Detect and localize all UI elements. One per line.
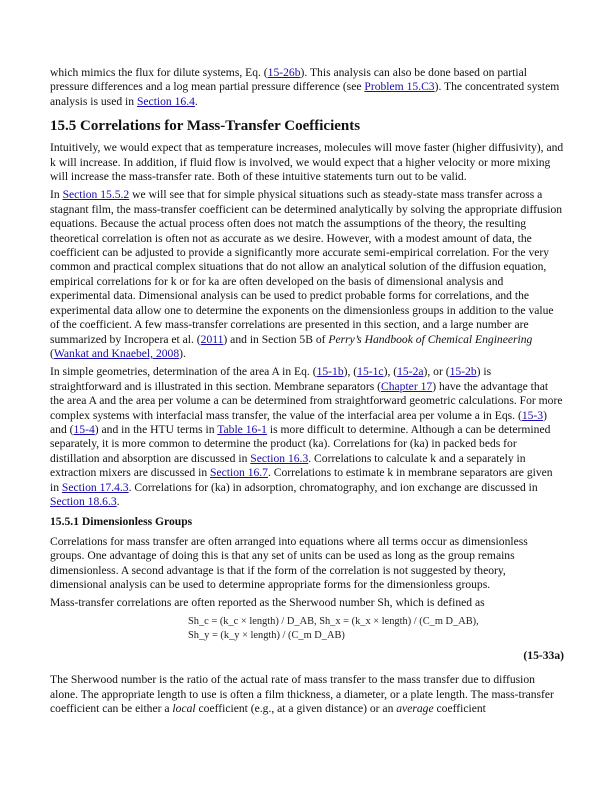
- paragraph-sherwood-ratio: The Sherwood number is the ratio of the actual rate of mass transfer to the mass transfer due to diffusion alone. The appropriate length to use is often a film thickness, a diameter, or a plate length. The mass-transfer coefficient can be either a local coefficient (e.g., at a given distance) or an average coefficient: [50, 673, 554, 716]
- link-section-18-6-3[interactable]: Section 18.6.3: [50, 494, 117, 508]
- link-section-16-4[interactable]: Section 16.4: [136, 94, 195, 108]
- equation-line-1: Sh_c = (k_c × length) / D_AB, Sh_x = (k_x × length) / (C_m D_AB),: [188, 615, 479, 627]
- document-page: [50, 66, 564, 720]
- link-section-16-7[interactable]: Section 16.7: [210, 466, 268, 480]
- link-eq-15-2b[interactable]: 15-2b: [449, 365, 477, 379]
- section-heading: 15.5 Correlations for Mass-Transfer Coefficients: [50, 118, 361, 135]
- link-wankat-knaebel-2008[interactable]: Wankat and Knaebel, 2008: [53, 346, 180, 360]
- equation-number: (15-33a): [523, 648, 564, 662]
- link-section-17-4-3[interactable]: Section 17.4.3: [61, 480, 129, 494]
- link-eq-15-4[interactable]: 15-4: [73, 422, 95, 436]
- equation-line-2: Sh_y = (k_y × length) / (C_m D_AB): [188, 629, 345, 641]
- link-chapter-17[interactable]: Chapter 17: [380, 379, 433, 393]
- link-eq-15-26b[interactable]: 15-26b: [267, 66, 301, 79]
- sherwood-equation: [188, 615, 564, 643]
- link-section-16-3[interactable]: Section 16.3: [250, 451, 309, 465]
- link-eq-15-1c[interactable]: 15-1c: [357, 365, 384, 379]
- link-incropera-2011[interactable]: 2011: [200, 332, 224, 346]
- paragraph-correlations: In Section 15.5.2 we will see that for simple physical situations such as steady-state mass transfer across a stagnant film, the mass-transfer coefficient can be determined analytically by solving the appropriate diffusion equations. Because the actual process often does not match the assumptions of the theory, the resulting theoretical correlation is often not as accurate as we desire. However, with a modest amount of data, the coefficient can be adjusted to provide a significantly more accurate semi-empirical correlation. For the very common and practical complex situations that do not allow an analytical solution of the diffusion equation, empirical correlations for k or for ka are often developed on the basis of dimensional analysis and experimental data. Dimensional analysis can be used to predict probable forms for correlations, and the experimental data allow one to determine the exponents on the dimensionless groups in addition to the value of the coefficient. A few mass-transfer correlations are presented in this section, and a large number are summarized by Incropera et al. (2011) and in Section 5B of Perry’s Handbook of Chemical Engineering (Wankat and Knaebel, 2008).: [50, 188, 563, 360]
- paragraph-intuition: Intuitively, we would expect that as temperature increases, molecules will move faster (higher diffusivity), and k will increase. In addition, if fluid flow is involved, we would expect that a higher velocity or more mixing will increase the mass-transfer rate. Both of these intuitive statements turn out to be valid.: [50, 141, 564, 184]
- link-eq-15-1b[interactable]: 15-1b: [316, 365, 344, 379]
- link-eq-15-2a[interactable]: 15-2a: [397, 365, 424, 379]
- paragraph-sherwood-intro: Mass-transfer correlations are often reported as the Sherwood number Sh, which is defined as: [50, 596, 485, 610]
- link-section-15-5-2[interactable]: Section 15.5.2: [62, 188, 130, 202]
- paragraph-geometries: In simple geometries, determination of the area A in Eq. (15-1b), (15-1c), (15-2a), or (15-2b) is straightforward and is illustrated in this section. Membrane separators (Chapter 17) have the advantage that the area A and the area per volume a can be determined from straightforward geometric calculations. For more complex systems with interfacial mass transfer, the value of the interfacial area per volume a in Eqs. (15-3) and (15-4) and in the HTU terms in Table 16-1 is more difficult to determine. Although a can be determined separately, it is more common to determine the product (ka). Correlations for (ka) in packed beds for distillation and absorption are discussed in Section 16.3. Correlations to calculate k and a separately in extraction mixers are discussed in Section 16.7. Correlations to estimate k in membrane separators are given in Section 17.4.3. Correlations for (ka) in adsorption, chromatography, and ion exchange are discussed in Section 18.6.3.: [50, 365, 563, 508]
- paragraph-dimensionless: Correlations for mass transfer are often arranged into equations where all terms occur as dimensionless groups. One advantage of doing this is that any set of units can be used as long as the group remains dimensionless. A second advantage is that if the form of the correlation is not suggested by theory, dimensional analysis can be used to determine appropriate forms for the dimensionless groups.: [50, 534, 528, 591]
- link-eq-15-3[interactable]: 15-3: [521, 408, 544, 422]
- link-table-16-1[interactable]: Table 16-1: [217, 422, 267, 436]
- subsection-heading: 15.5.1 Dimensionless Groups: [50, 515, 193, 529]
- intro-paragraph: which mimics the flux for dilute systems, Eq. (15-26b). This analysis can also be done based on partial pressure differences and a log mean partial pressure difference (see Problem 15.C3). The concentrated system analysis is used in Section 16.4.: [50, 66, 560, 108]
- link-problem-15-c3[interactable]: Problem 15.C3: [364, 80, 435, 94]
